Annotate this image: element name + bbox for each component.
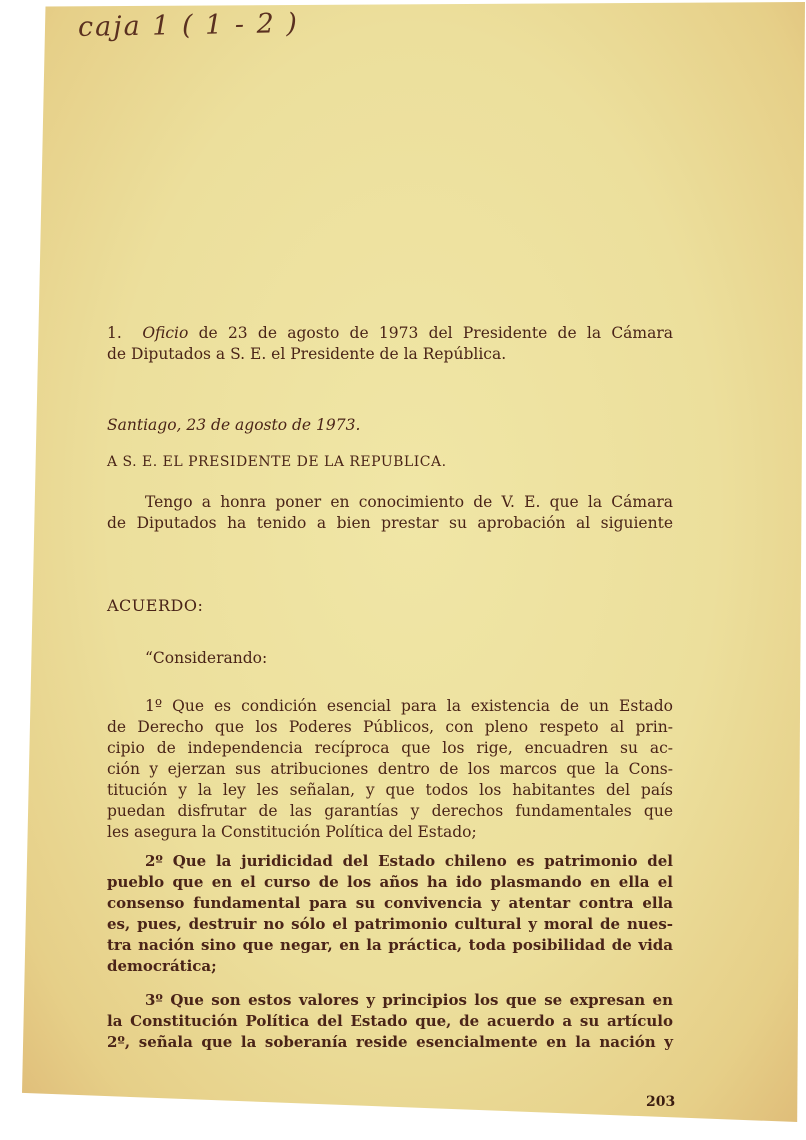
point-1 [107,696,673,843]
point-3 [107,990,673,1053]
point-line: 2º Que la juridicidad del Estado chileno es patrimonio del [145,852,673,870]
dateline: Santiago, 23 de agosto de 1973. [107,416,361,434]
point-line: democrática; [107,957,217,975]
point-line: puedan disfrutar de las garantías y derechos fundamentales que [107,802,673,820]
point-line: 2º, señala que la soberanía reside esencialmente en la nación y [107,1033,673,1051]
point-line: de Derecho que los Poderes Públicos, con pleno respeto al prin- [107,718,673,736]
point-2 [107,851,673,977]
point-line: la Constitución Política del Estado que, de acuerdo a su artículo [107,1012,673,1030]
intro-paragraph [107,492,673,534]
point-line: les asegura la Constitución Política del Estado; [107,823,477,841]
intro-line: de Diputados ha tenido a bien prestar su aprobación al siguiente [107,514,673,532]
point-line: consenso fundamental para su convivencia y atentar contra ella [107,894,673,912]
point-line: 3º Que son estos valores y principios los que se expresan en [145,991,673,1009]
heading-line1: de 23 de agosto de 1973 del Presidente de la Cámara [198,324,674,342]
point-line: tra nación sino que negar, en la práctica, toda posibilidad de vida [107,936,673,954]
point-line: ción y ejerzan sus atribuciones dentro de los marcos que la Cons- [107,760,673,778]
point-line: cipio de independencia recíproca que los rige, encuadren su ac- [107,739,673,757]
heading-number: 1. [107,324,122,342]
point-line: pueblo que en el curso de los años ha ido plasmando en ella el [107,873,673,891]
heading-line2: de Diputados a S. E. el Presidente de la República. [107,345,507,363]
section-title: ACUERDO: [107,596,204,615]
point-line: es, pues, destruir no sólo el patrimonio cultural y moral de nues- [107,915,673,933]
heading-title: Oficio [142,324,189,342]
point-line: titución y la ley les señalan, y que todos los habitantes del país [107,781,673,799]
intro-line: Tengo a honra poner en conocimiento de V. E. que la Cámara [145,493,673,511]
handwritten-annotation: caja 1 ( 1 - 2 ) [77,8,300,43]
considerando-label: “Considerando: [145,649,268,667]
point-line: 1º Que es condición esencial para la existencia de un Estado [145,697,673,715]
addressee: A S. E. EL PRESIDENTE DE LA REPUBLICA. [107,454,447,470]
document-heading [107,323,673,365]
page-number: 203 [646,1094,676,1110]
